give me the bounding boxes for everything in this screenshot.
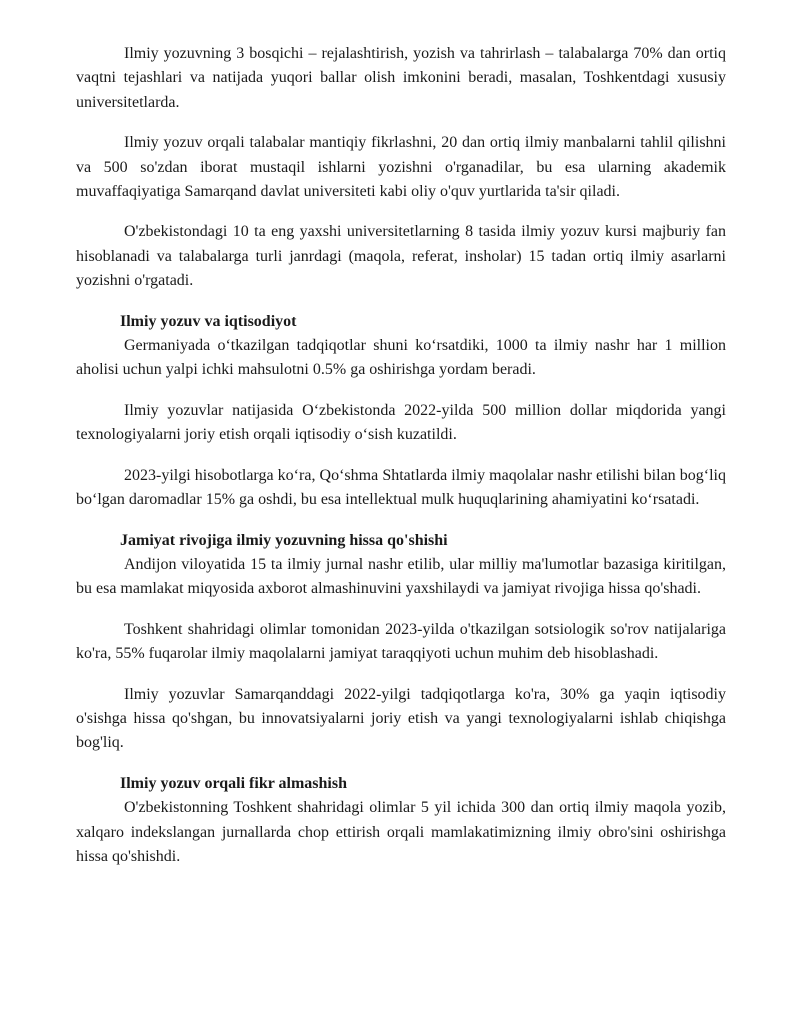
paragraph-exchange-1: O'zbekistonning Toshkent shahridagi olimlar 5 yil ichida 300 dan ortiq ilmiy maqola yozib, xalqaro indekslangan jurnallarda chop ettirish orqali mamlakatimizning ilmiy obro'sini oshirishga hissa qo'shishdi. [76,799,726,865]
section-heading-society: Jamiyat rivojiga ilmiy yozuvning hissa qo'shishi [120,531,448,549]
paragraph-society-3: Ilmiy yozuvlar Samarqanddagi 2022-yilgi tadqiqotlarga ko'ra, 30% ga yaqin iqtisodiy o'sishga hissa qo'shgan, bu innovatsiyalarni joriy etish va yangi texnologiyalarni ishlab chiqishga bog'liq. [76,685,726,752]
paragraph-intro-3: O'zbekistondagi 10 ta eng yaxshi universitetlarning 8 tasida ilmiy yozuv kursi majburiy fan hisoblanadi va talabalarga turli janrdagi (maqola, referat, insholar) 15 tadan ortiq ilmiy asarlarni yozishni o'rgatadi. [76,223,726,290]
section-heading-exchange: Ilmiy yozuv orqali fikr almashish [120,774,347,792]
paragraph-economy-1: Germaniyada oʻtkazilgan tadqiqotlar shuni koʻrsatdiki, 1000 ta ilmiy nashr har 1 million aholisi uchun yalpi ichki mahsulotni 0.5% ga oshirishga yordam beradi. [76,337,726,379]
paragraph-intro-1: Ilmiy yozuvning 3 bosqichi – rejalashtirish, yozish va tahrirlash – talabalarga 70% dan ortiq vaqtni tejashlari va natijada yuqori ballar olish imkonini beradi, masalan, Toshkentdagi xususiy universitetlarda. [76,45,726,111]
document-page [76,42,726,885]
paragraph-economy-3: 2023-yilgi hisobotlarga koʻra, Qoʻshma Shtatlarda ilmiy maqolalar nashr etilishi bilan bogʻliq boʻlgan daromadlar 15% ga oshdi, bu esa intellektual mulk huquqlarining ahamiyatini koʻrsatadi. [76,466,726,509]
paragraph-society-1: Andijon viloyatida 15 ta ilmiy jurnal nashr etilib, ular milliy ma'lumotlar bazasiga kiritilgan, bu esa mamlakat miqyosida axborot almashinuvini yaxshilaydi va jamiyat rivojiga hissa qo'shadi. [76,555,726,598]
section-heading-economy: Ilmiy yozuv va iqtisodiyot [120,312,297,330]
paragraph-society-2: Toshkent shahridagi olimlar tomonidan 2023-yilda o'tkazilgan sotsiologik so'rov natijalariga ko'ra, 55% fuqarolar ilmiy maqolalarni jamiyat taraqqiyoti uchun muhim deb hisoblashadi. [76,620,726,663]
paragraph-intro-2: Ilmiy yozuv orqali talabalar mantiqiy fikrlashni, 20 dan ortiq ilmiy manbalarni tahlil qilishni va 500 so'zdan iborat mustaqil ishlarni yozishni o'rganadilar, bu esa ularning akademik muvaffaqiyatiga Samarqand davlat universiteti kabi oliy o'quv yurtlarida ta'sir qiladi. [76,134,726,201]
paragraph-economy-2: Ilmiy yozuvlar natijasida Oʻzbekistonda 2022-yilda 500 million dollar miqdorida yangi texnologiyalarni joriy etish orqali iqtisodiy oʻsish kuzatildi. [76,401,726,444]
